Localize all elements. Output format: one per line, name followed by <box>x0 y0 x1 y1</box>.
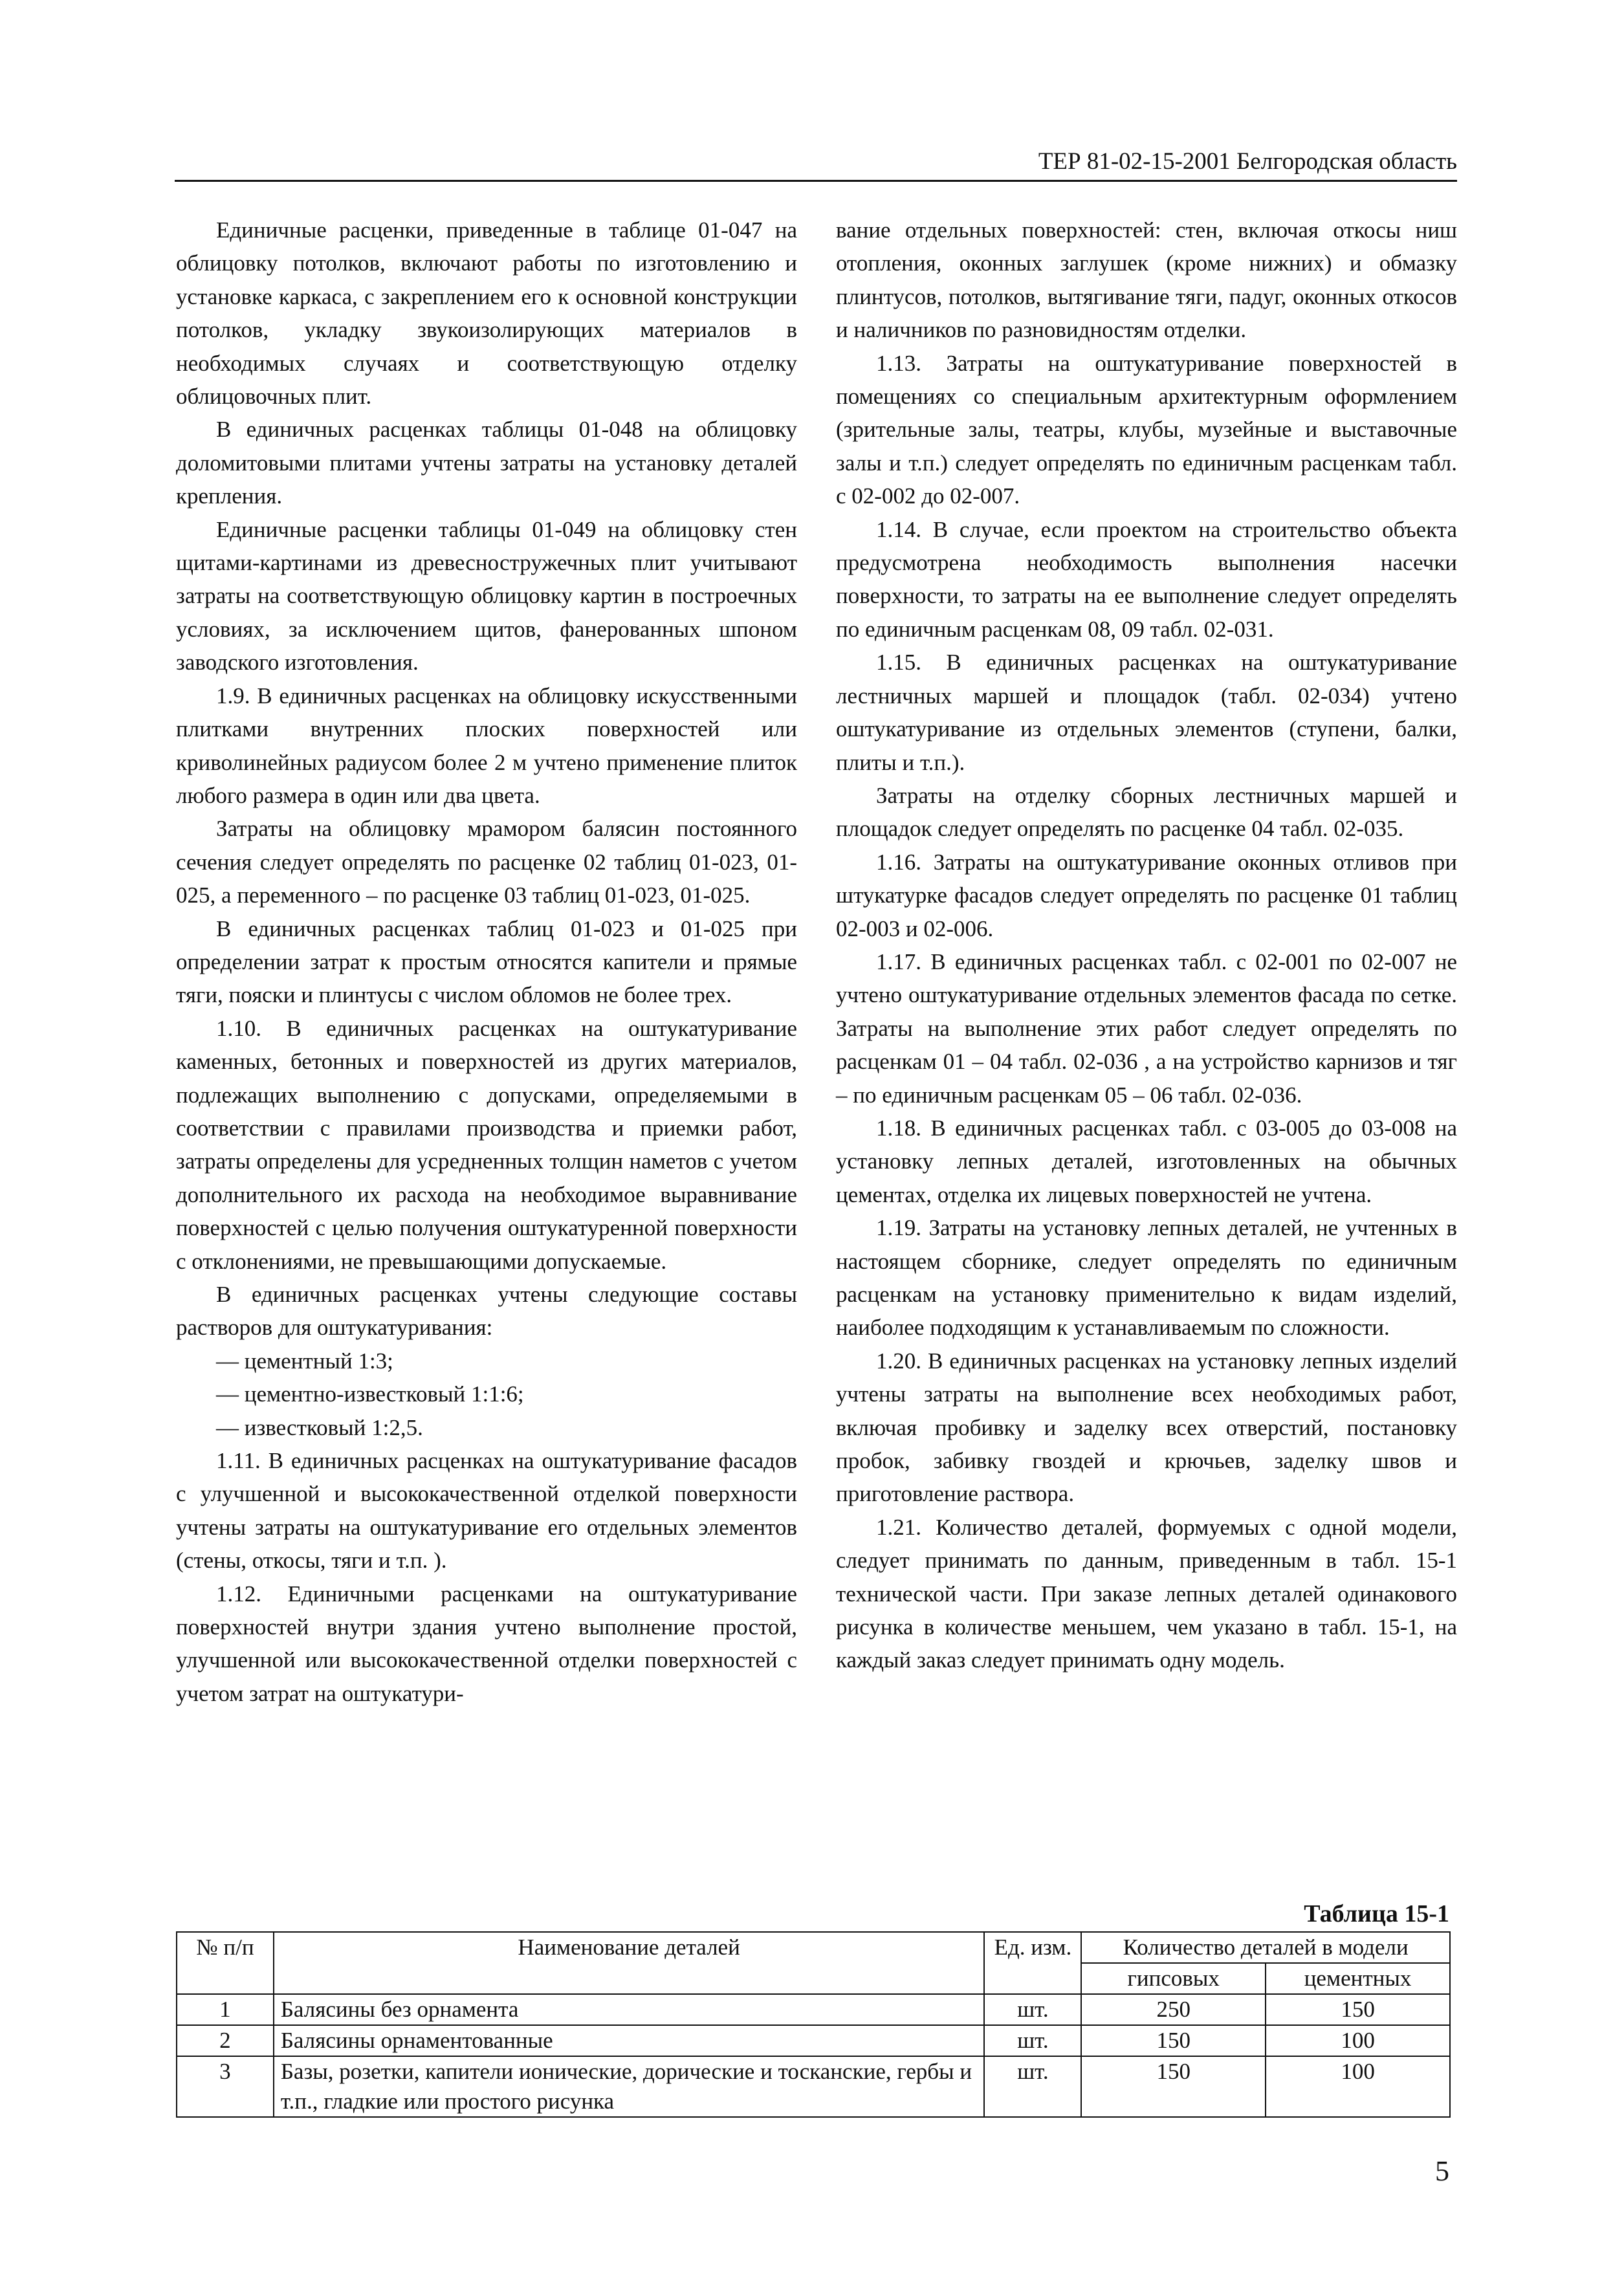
right-column <box>836 214 1457 1677</box>
cell-num: 2 <box>177 2025 274 2056</box>
page-number: 5 <box>1435 2155 1449 2187</box>
mortar-item: — цементный 1:3; <box>216 1348 393 1374</box>
cell-cement: 100 <box>1266 2025 1450 2056</box>
table-row <box>177 1994 1450 2025</box>
paragraph: 1.9. В единичных расценках на облицовку искусственными плитками внутренних плоских поверхностей или криволинейных радиусом более 2 м учтено применение плиток любого размера в один или два цвета. <box>176 683 797 808</box>
paragraph: 1.12. Единичными расценками на оштукатуривание поверхностей внутри здания учтено выполнение простой, улучшенной или высококачественной отделки поверхностей с учетом затрат на оштукатури- <box>176 1581 797 1706</box>
cell-gypsum: 150 <box>1081 2056 1266 2117</box>
paragraph: 1.10. В единичных расценках на оштукатуривание каменных, бетонных и поверхностей из других материалов, подлежащих выполнению с допусками, определяемыми в соответствии с правилами производства и приемки работ, затраты определены для усредненных толщин наметов с учетом дополнительного их расхода на необходимое выравнивание поверхностей с целью получения оштукатуренной поверхности с отклонениями, не превышающими допускаемые. <box>176 1015 797 1274</box>
cell-gypsum: 150 <box>1081 2025 1266 2056</box>
header-gypsum: гипсовых <box>1081 1963 1266 1994</box>
paragraph: В единичных расценках таблиц 01-023 и 01-025 при определении затрат к простым относятся капители и прямые тяги, пояски и плинтусы с числом обломов не более трех. <box>176 916 797 1008</box>
paragraph: Единичные расценки таблицы 01-049 на облицовку стен щитами-картинами из древесностружечных плит учитывают затраты на соответствующую облицовку картин в построечных условиях, за исключением щитов, фанерованных шпоном заводского изготовления. <box>176 516 797 675</box>
cell-num: 1 <box>177 1994 274 2025</box>
cell-gypsum: 250 <box>1081 1994 1266 2025</box>
paragraph: 1.17. В единичных расценках табл. с 02-001 по 02-007 не учтено оштукатуривание отдельных элементов фасада по сетке. Затраты на выполнение этих работ следует определять по расценкам 01 – 04 табл. 02-036 , а на устройство карнизов и тяг – по единичным расценкам 05 – 06 табл. 02-036. <box>836 949 1457 1108</box>
cell-num: 3 <box>177 2056 274 2117</box>
mortar-item: — цементно-известковый 1:1:6; <box>216 1381 524 1407</box>
paragraph: В единичных расценках таблицы 01-048 на облицовку доломитовыми плитами учтены затраты на установку деталей крепления. <box>176 417 797 509</box>
table-row <box>177 2056 1450 2117</box>
paragraph-continuation: вание отдельных поверхностей: стен, включая откосы ниш отопления, оконных заглушек (кроме нижних) и обмазку плинтусов, потолков, вытягивание тяги, падуг, оконных откосов и наличников по разновидностям отделки. <box>836 217 1457 343</box>
page-header: ТЕР 81-02-15-2001 Белгородская область <box>175 148 1457 182</box>
table-header-row <box>177 1932 1450 1963</box>
mortar-item: — известковый 1:2,5. <box>216 1414 423 1440</box>
paragraph: 1.20. В единичных расценках на установку лепных изделий учтены затраты на выполнение всех необходимых работ, включая пробивку и заделку всех отверстий, постановку пробок, забивку гвоздей и крючьев, заделку швов и приготовление раствора. <box>836 1348 1457 1507</box>
cell-cement: 100 <box>1266 2056 1450 2117</box>
cell-cement: 150 <box>1266 1994 1450 2025</box>
header-cement: цементных <box>1266 1963 1450 1994</box>
paragraph: 1.13. Затраты на оштукатуривание поверхностей в помещениях со специальным архитектурным оформлением (зрительные залы, театры, клубы, музейные и выставочные залы и т.п.) следует определять по единичным расценкам табл. с 02-002 до 02-007. <box>836 350 1457 509</box>
cell-unit: шт. <box>984 2025 1081 2056</box>
paragraph: Единичные расценки, приведенные в таблице 01-047 на облицовку потолков, включают работы по изготовлению и установке каркаса, с закреплением его к основной конструкции потолков, укладку звукоизолирующих материалов в необходимых случаях и соответствующую отделку облицовочных плит. <box>176 217 797 410</box>
table-row <box>177 2025 1450 2056</box>
header-name: Наименование деталей <box>274 1932 985 1994</box>
paragraph: 1.15. В единичных расценках на оштукатуривание лестничных маршей и площадок (табл. 02-034) учтено оштукатуривание из отдельных элементов (ступени, балки, плиты и т.п.). <box>836 650 1457 775</box>
left-column <box>176 214 797 1710</box>
paragraph: Затраты на отделку сборных лестничных маршей и площадок следует определять по расценке 04 табл. 02-035. <box>836 782 1457 842</box>
cell-name: Балясины без орнамента <box>274 1994 985 2025</box>
cell-unit: шт. <box>984 2056 1081 2117</box>
header-num: № п/п <box>177 1932 274 1994</box>
paragraph: 1.14. В случае, если проектом на строительство объекта предусмотрена необходимость выполнения насечки поверхности, то затраты на ее выполнение следует определять по единичным расценкам 08, 09 табл. 02-031. <box>836 516 1457 642</box>
cell-unit: шт. <box>984 1994 1081 2025</box>
paragraph: 1.18. В единичных расценках табл. с 03-005 до 03-008 на установку лепных деталей, изготовленных на обычных цементах, отделка их лицевых поверхностей не учтена. <box>836 1115 1457 1207</box>
paragraph: Затраты на облицовку мрамором балясин постоянного сечения следует определять по расценке 02 таблиц 01-023, 01-025, а переменного – по расценке 03 таблиц 01-023, 01-025. <box>176 816 797 908</box>
paragraph: В единичных расценках учтены следующие составы растворов для оштукатуривания: <box>176 1282 797 1341</box>
header-unit: Ед. изм. <box>984 1932 1081 1994</box>
paragraph: 1.11. В единичных расценках на оштукатуривание фасадов с улучшенной и высококачественной отделкой поверхности учтены затраты на оштукатуривание его отдельных элементов (стены, откосы, тяги и т.п. ). <box>176 1448 797 1574</box>
paragraph: 1.16. Затраты на оштукатуривание оконных отливов при штукатурке фасадов следует определять по расценке 01 таблиц 02-003 и 02-006. <box>836 849 1457 941</box>
paragraph: 1.19. Затраты на установку лепных деталей, не учтенных в настоящем сборнике, следует определять по единичным расценкам на установку применительно к видам изделий, наиболее подходящим к устанавливаемым по сложности. <box>836 1215 1457 1341</box>
table-caption: Таблица 15-1 <box>1304 1900 1449 1927</box>
header-qty: Количество деталей в модели <box>1081 1932 1450 1963</box>
paragraph: 1.21. Количество деталей, формуемых с одной модели, следует принимать по данным, приведенным в табл. 15-1 технической части. При заказе лепных деталей одинакового рисунка в количестве меньшем, чем указано в табл. 15-1, на каждый заказ следует принимать одну модель. <box>836 1514 1457 1673</box>
parts-table <box>176 1931 1451 2118</box>
cell-name: Базы, розетки, капители ионические, дорические и тосканские, гербы и т.п., гладкие или простого рисунка <box>274 2056 985 2117</box>
cell-name: Балясины орнаментованные <box>274 2025 985 2056</box>
